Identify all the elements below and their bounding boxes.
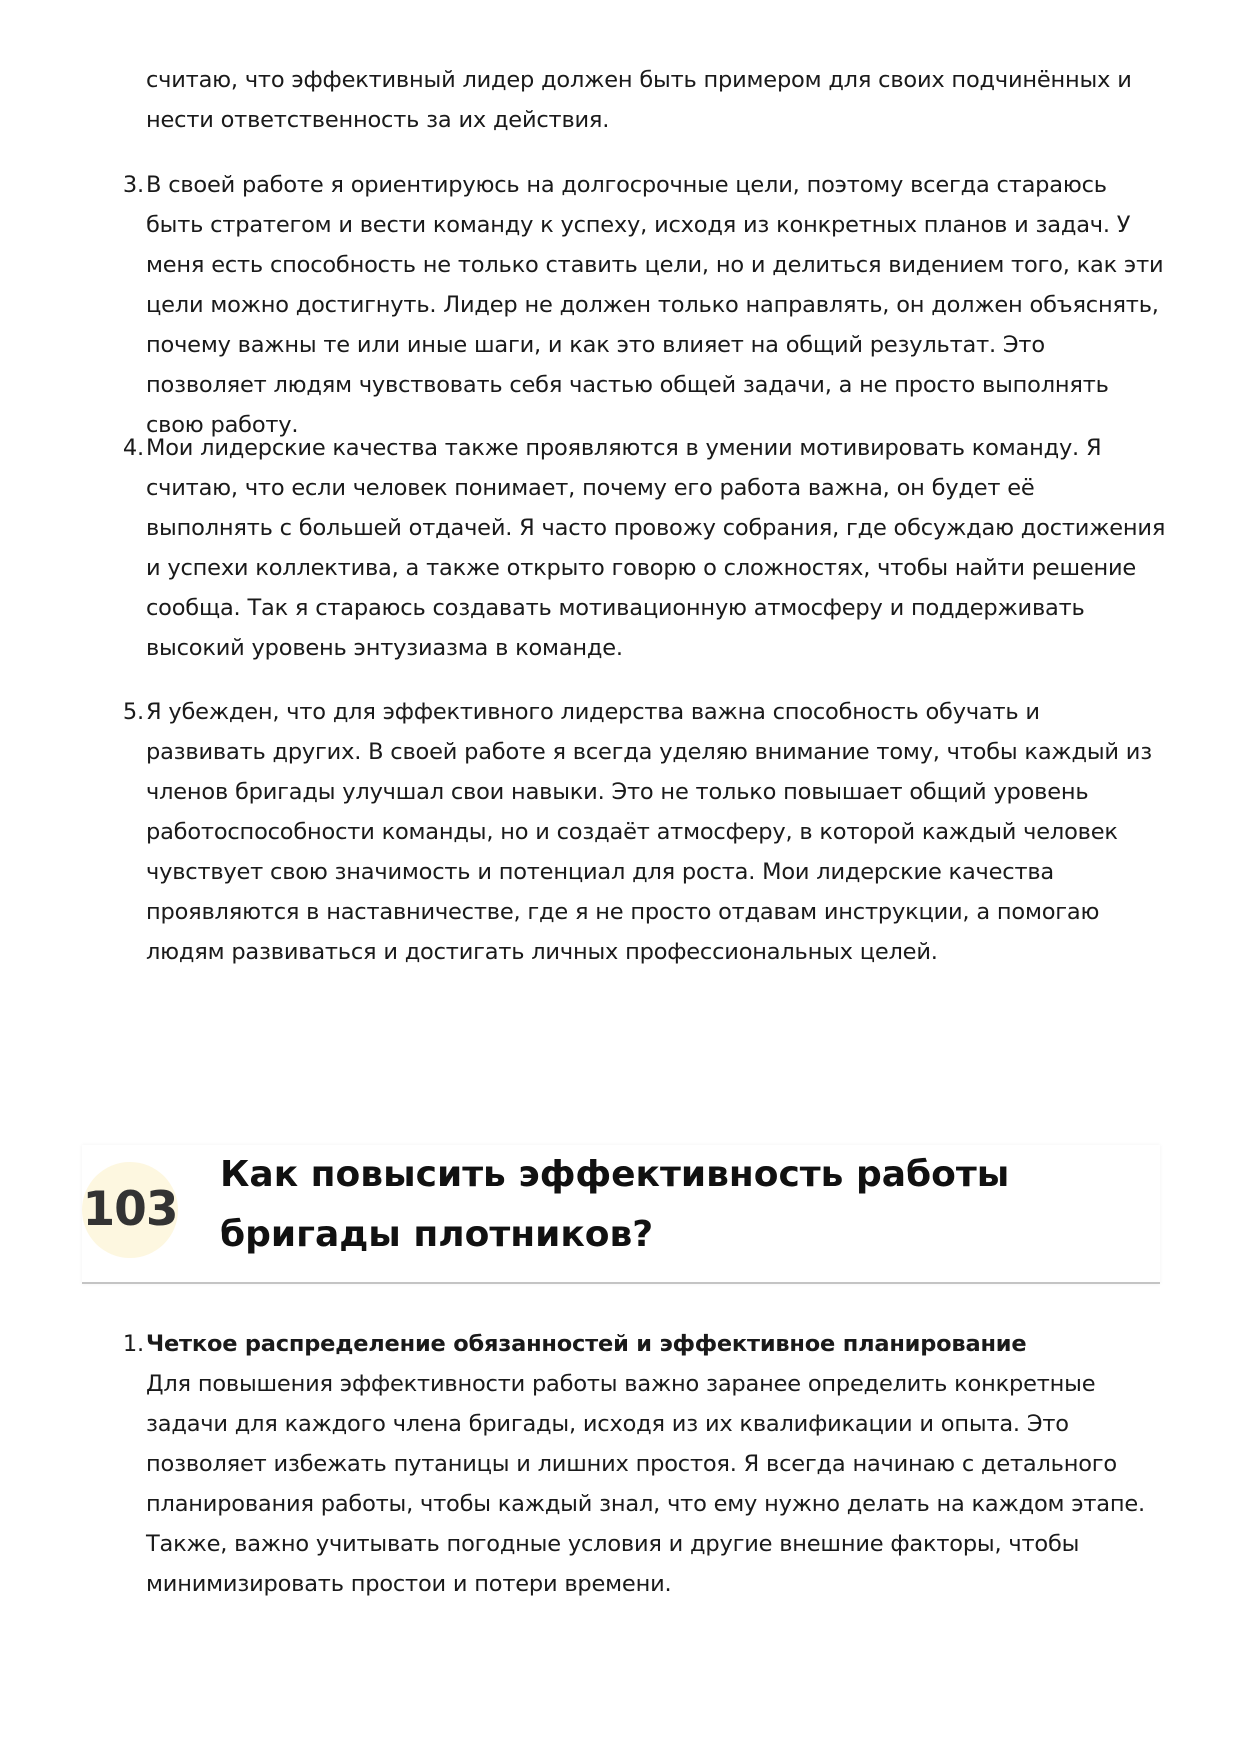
list-item-text: В своей работе я ориентируюсь на долгосрочные цели, поэтому всегда стараюсь быть стратегом и вести команду к успеху, исходя из конкретных планов и задач. У меня есть способность не только ставить цели, но и делиться видением того, как эти цели можно достигнуть. Лидер не должен только направлять, он должен объяснять, почему важны те или иные шаги, и как это влияет на общий результат. Это позволяет людям чувствовать себя частью общей задачи, а не просто выполнять свою работу. [146, 172, 1164, 438]
list-item-number: 3. [122, 172, 144, 198]
answer-item-number: 1. [122, 1331, 144, 1357]
list-item [122, 692, 1166, 972]
list-item [122, 428, 1166, 668]
answer-item-text: Для повышения эффективности работы важно заранее определить конкретные задачи для каждого члена бригады, исходя из их квалификации и опыта. Это позволяет избежать путаницы и лишних простоя. Я всегда начинаю с детального планирования работы, чтобы каждый знал, что ему нужно делать на каждом этапе. Также, важно учитывать погодные условия и другие внешние факторы, чтобы минимизировать простои и потери времени. [146, 1371, 1145, 1597]
list-item-text: Мои лидерские качества также проявляются в умении мотивировать команду. Я считаю, что если человек понимает, почему его работа важна, он будет её выполнять с большей отдачей. Я часто провожу собрания, где обсуждаю достижения и успехи коллектива, а также открыто говорю о сложностях, чтобы найти решение сообща. Так я стараюсь создавать мотивационную атмосферу и поддерживать высокий уровень энтузиазма в команде. [146, 435, 1166, 661]
paragraph-text: считаю, что эффективный лидер должен быть примером для своих подчинённых и нести ответственность за их действия. [146, 67, 1132, 133]
question-number-badge: 103 [82, 1162, 178, 1258]
continued-paragraph [146, 60, 1166, 140]
answer-item [122, 1324, 1166, 1604]
answer-item-title: Четкое распределение обязанностей и эффективное планирование [146, 1331, 1027, 1357]
list-item-text: Я убежден, что для эффективного лидерства важна способность обучать и развивать других. В своей работе я всегда уделяю внимание тому, чтобы каждый из членов бригады улучшал свои навыки. Это не только повышает общий уровень работоспособности команды, но и создаёт атмосферу, в которой каждый человек чувствует свою значимость и потенциал для роста. Мои лидерские качества проявляются в наставничестве, где я не просто отдавам инструкции, а помогаю людям развиваться и достигать личных профессиональных целей. [146, 699, 1152, 965]
list-item-number: 5. [122, 699, 144, 725]
question-header [82, 1145, 1160, 1284]
question-title: Как повысить эффективность работы бригады плотников? [220, 1154, 1010, 1255]
list-item [122, 165, 1166, 445]
list-item-number: 4. [122, 435, 144, 461]
